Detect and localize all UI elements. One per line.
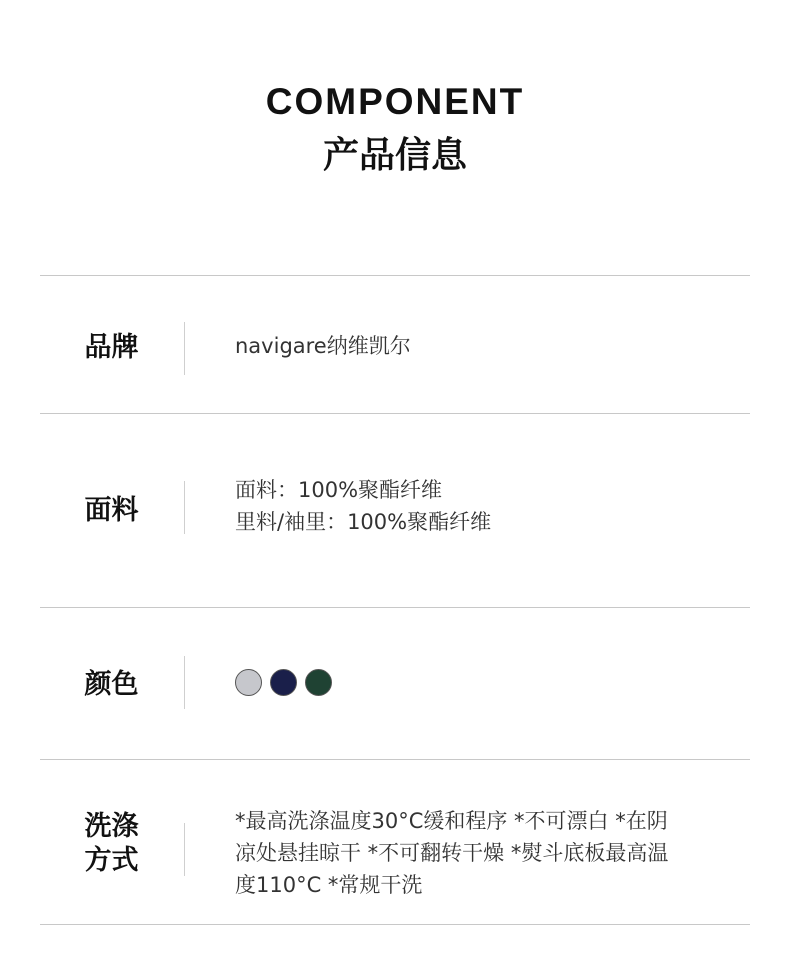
fabric-line: 面料：100%聚酯纤维 [235,478,443,502]
divider [40,924,750,925]
row-separator [184,322,185,375]
lining-line: 里料/袖里：100%聚酯纤维 [235,510,492,534]
care-line: 凉处悬挂晾干 *不可翻转干燥 *熨斗底板最高温 [235,841,669,865]
fabric-row [40,414,750,607]
color-swatches [235,669,332,696]
color-row [40,608,750,759]
care-label-line: 方式 [84,845,139,876]
care-label [40,810,183,878]
color-swatch-green[interactable] [305,669,332,696]
care-line: 度110°C *常规干洗 [235,873,423,897]
color-swatch-gray[interactable] [235,669,262,696]
row-separator [184,823,185,876]
fabric-label: 面料 [84,495,139,526]
fabric-value [235,474,750,538]
brand-row [40,276,750,414]
brand-label: 品牌 [84,332,139,363]
row-separator [184,656,185,709]
care-instructions [235,805,750,901]
section-title-cn: 产品信息 [322,135,467,176]
care-row [40,760,750,924]
row-separator [184,481,185,534]
care-line: *最高洗涤温度30°C缓和程序 *不可漂白 *在阴 [235,809,668,833]
brand-value: navigare纳维凯尔 [235,334,411,358]
color-label: 颜色 [84,669,139,700]
section-title-en: COMPONENT [265,81,525,122]
color-swatch-navy[interactable] [270,669,297,696]
care-label-line: 洗涤 [84,811,139,842]
